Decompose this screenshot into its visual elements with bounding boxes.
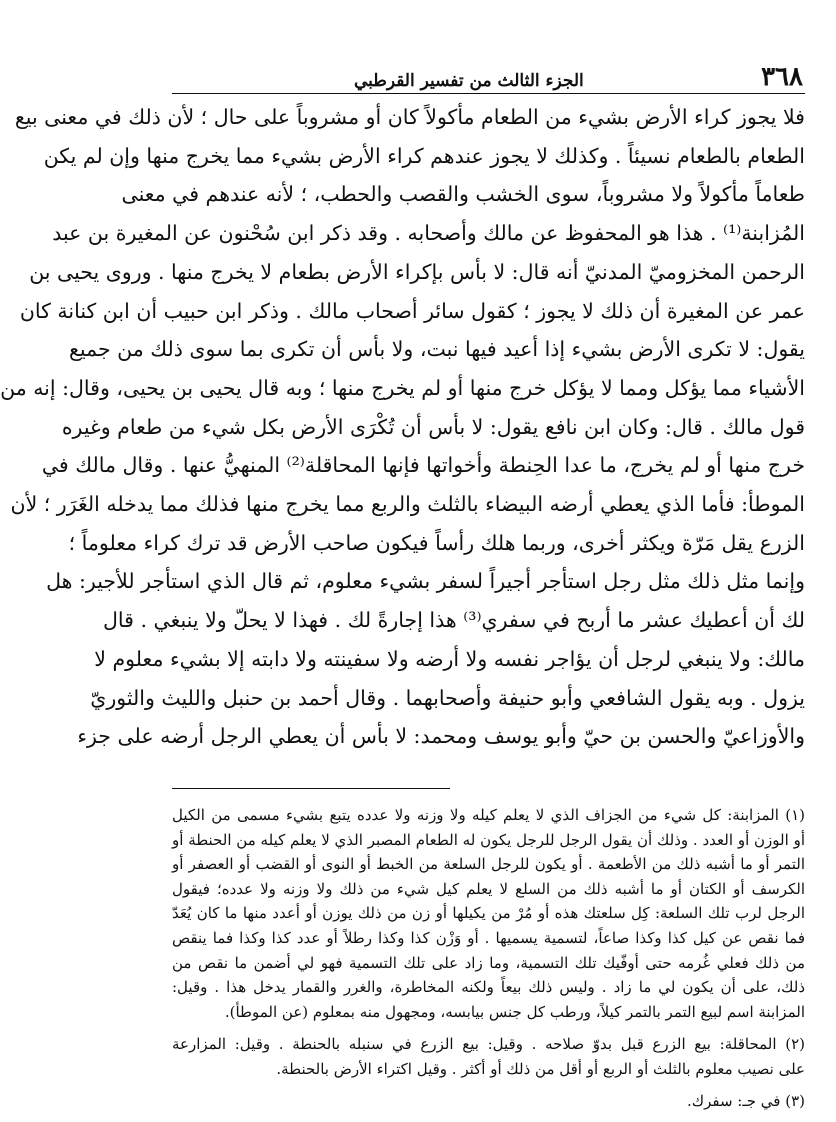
text-line: قول مالك . قال: وكان ابن نافع يقول: لا بأس أن تُكْرَى الأرض بكل شيء من طعام وغيره [61,414,805,439]
footnote-1 [172,803,805,1024]
page-header [172,58,805,94]
footnote-line: المزابنة اسم لبيع التمر بالتمر كيلاً، ورطب كل جنس بيابسه، ومجهول منه بمعلوم (عن الموطأ). [224,1002,805,1021]
text-line: مالك: ولا ينبغي لرجل أن يؤاجر نفسه ولا أرضه ولا سفينته ولا دابته إلا بشيء معلوم لا [94,646,805,671]
footnote-2 [172,1032,805,1081]
footnote-3 [172,1089,805,1114]
footnote-line: (١) المزابنة: كل شيء من الجزاف الذي لا يعلم كيله ولا وزنه ولا عدده يتبع بشيء مسمى من الكيل [172,805,805,824]
footnote-line: الكرسف أو الكتان أو ما أشبه ذلك من السلع لا يعلم كيل شيء من ذلك ولا وزنه ولا عدده؛ فيقول [172,879,805,898]
text-line: وإنما مثل ذلك مثل رجل استأجر أجيراً لسفر بشيء معلوم، ثم قال الذي استأجر للأجير: هل [46,569,805,594]
text-line: طعاماً مأكولاً ولا مشروباً، سوى الخشب والقصب والحطب، ؛ لأنه عندهم في معنى [121,182,805,207]
footnote-line: على نصيب معلوم بالثلث أو الربع أو أقل من ذلك أو أكثر . وقيل اكتراء الأرض بالحنطة. [276,1059,805,1078]
text-line: فلا يجوز كراء الأرض بشيء من الطعام مأكولاً كان أو مشروباً على حال ؛ لأن ذلك في معنى بيع [14,105,805,129]
running-title: الجزء الثالث من تفسير القرطبي [354,71,584,91]
book-page [0,58,805,1122]
footnote-line: الرجل لرب تلك السلعة: كِل سلعتك هذه أو مُرْ من يكيلها أو زن من ذلك يوزن أو أعدد منها ما كان يُعَدّ [172,904,805,923]
footnote-line: التمر أو ما أشبه ذلك من الأطعمة . أو يكون للرجل السلعة من الخبط أو النوى أو القضب أو العصفر أو [172,855,805,874]
footnote-line: (٢) المحاقلة: بيع الزرع قبل بدوّ صلاحه . وقيل: بيع الزرع في سنبله بالحنطة . وقيل: المزارعة [172,1035,805,1054]
text-line: الموطأ: فأما الذي يعطي أرضه البيضاء بالثلث والربع مما يخرج منها فذلك مما يدخله الغَرَر ؛ لأن [10,492,805,517]
page-number: ٣٦٨ [761,62,803,92]
text-line: يقول: لا تكرى الأرض بشيء إذا أعيد فيها نبت، ولا بأس أن تكرى بما سوى ذلك من جميع [69,337,805,362]
text-line: الزرع يقل مَرّة ويكثر أخرى، وربما هلك رأساً فيكون صاحب الأرض قد ترك كراء معلوماً ؛ [68,530,805,555]
footnote-line: (٣) في جـ: سفرك. [686,1092,805,1111]
text-line: والأوزاعيّ والحسن بن حيّ وأبو يوسف ومحمد: لا بأس أن يعطي الرجل أرضه على جزء [77,724,805,749]
text-line: لك أن أعطيك عشر ما أربح في سفري⁽³⁾ هذا إجارةً لك . فهذا لا يحلّ ولا ينبغي . قال [103,608,805,633]
footnotes [172,803,805,1114]
footnote-separator [172,788,450,789]
text-line: المُزابنة⁽¹⁾ . هذا هو المحفوظ عن مالك وأصحابه . وقد ذكر ابن سُحْنون عن المغيرة بن عبد [52,221,805,246]
text-line: الرحمن المخزوميّ المدنيّ أنه قال: لا بأس بإكراء الأرض بطعام لا يخرج منها . وروى يحيى بن [29,259,805,284]
text-line: الطعام بالطعام نسيئاً . وكذلك لا يجوز عندهم كراء الأرض بشيء مما يخرج منها وإن لم يكن [43,143,805,168]
footnote-line: من ذلك فعلي غُرمه حتى أوفّيك تلك التسمية، وما زاد على تلك التسمية فهو لي أضمن ما نقص من [172,953,805,972]
text-line: عمر عن المغيرة أن ذلك لا يجوز ؛ كقول سائر أصحاب مالك . وذكر ابن حبيب أن ابن كنانة كان [19,298,805,323]
footnote-line: فما نقص عن كيل كذا وكذا صاعاً، لتسمية يسميها . أو وَزْن كذا وكذا رطلاً أو عدد كذا وكذا فما ينقص [172,928,805,947]
main-text [0,98,805,756]
text-line: يزول . وبه يقول الشافعي وأبو حنيفة وأصحابهما . وقال أحمد بن حنبل والليث والثوريّ [90,685,805,710]
text-line: الأشياء مما يؤكل ومما لا يؤكل خرج منها أو لم يخرج منها ؛ وبه قال يحيى بن يحيى، وقال: إنه من [0,375,805,400]
footnote-line: ذلك، على أن يكون لي ما زاد . وليس ذلك بيعاً ولكنه المخاطرة، والغرر والقمار يدخل هذا . وقيل: [172,978,805,997]
footnote-line: أو الوزن أو العدد . وذلك أن يقول الرجل للرجل يكون له الطعام المصبر الذي لا يعلم كيله من الحنطة أو [172,830,805,849]
text-line: خرج منها أو لم يخرج، ما عدا الحِنطة وأخواتها فإنها المحاقلة⁽²⁾ المنهيُّ عنها . وقال مالك في [41,453,805,478]
